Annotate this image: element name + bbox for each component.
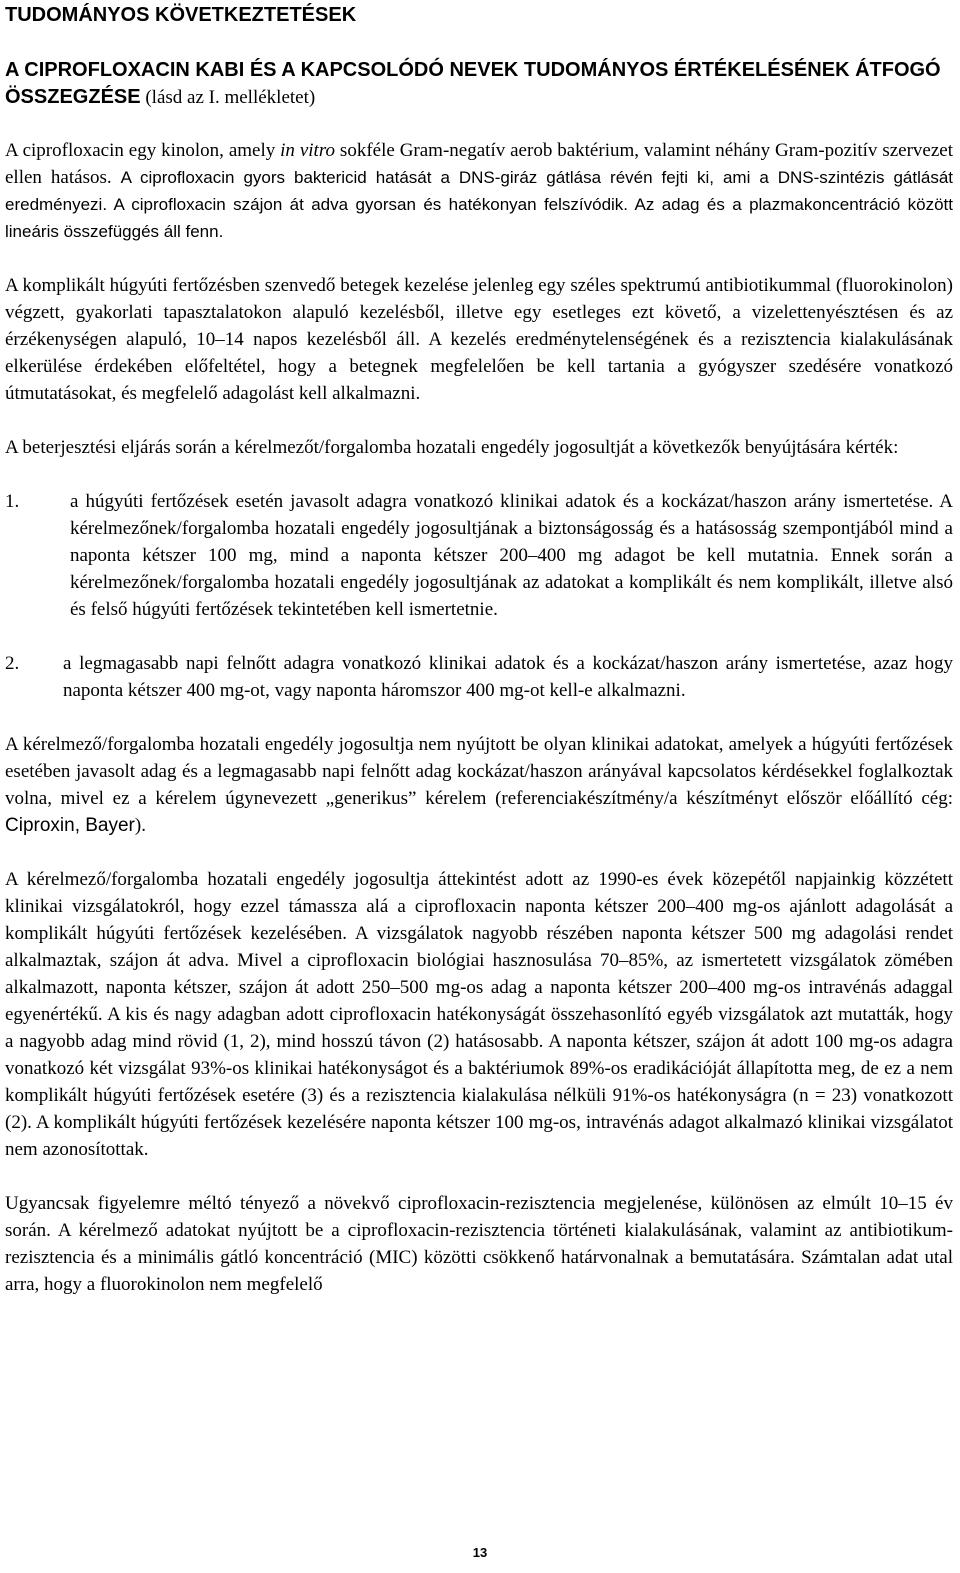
paragraph-request: A beterjesztési eljárás során a kérelmezőt/forgalomba hozatali engedély jogosultját a következők benyújtására kérték: <box>5 437 899 458</box>
paragraph-intro-part-b: sokféle Gram-negatív aerob baktérium, valamint néhány Gram-pozitív szervezet ellen hatásos. <box>5 140 953 188</box>
paragraph-generic-part-a: A kérelmező/forgalomba hozatali engedély jogosultja nem nyújtott be olyan klinikai adatokat, amelyek a húgyúti fertőzések esetében javasolt adag és a legmagasabb napi felnőtt adag kockázat/haszon arányával kapcsolatos kérdésekkel foglalkoztak volna, mivel ez a kérelem úgynevezett „generikus” kérelem (referenciakészítmény/a készítményt először előállító cég: <box>5 734 953 809</box>
paragraph-intro-italic: in vitro <box>280 140 336 161</box>
list-item-text: a legmagasabb napi felnőtt adagra vonatkozó klinikai adatok és a kockázat/haszon arány ismertetése, azaz hogy naponta kétszer 400 mg-ot, vagy naponta háromszor 400 mg-ot kell-e alkalmazni. <box>63 653 953 701</box>
list-item-number: 2. <box>5 653 20 674</box>
document-page <box>5 0 953 1298</box>
paragraph-resistance: Ugyancsak figyelemre méltó tényező a növekvő ciprofloxacin-rezisztencia megjelenése, különösen az elmúlt 10–15 év során. A kérelmező adatokat nyújtott be a ciprofloxacin-rezisztencia történeti kialakulásának, valamint az antibiotikum-rezisztencia és a minimális gátló koncentráció (MIC) közötti csökkenő határvonalnak a bemutatására. Számtalan adat utal arra, hogy a fluorokinolon nem megfelelő <box>5 1193 953 1295</box>
request-list <box>5 488 953 704</box>
paragraph-generic-part-b: ). <box>134 815 146 836</box>
list-item <box>5 488 953 623</box>
list-item <box>5 650 953 704</box>
page-title: TUDOMÁNYOS KÖVETKEZTETÉSEK <box>5 4 357 26</box>
paragraph-intro <box>5 137 953 245</box>
list-item-number: 1. <box>5 491 20 512</box>
paragraph-intro-part-a: A ciprofloxacin egy kinolon, amely <box>5 140 281 161</box>
paragraph-studies: A kérelmező/forgalomba hozatali engedély jogosultja áttekintést adott az 1990-es évek közepétől napjainkig közzétett klinikai vizsgálatokról, hogy ezzel támassza alá a ciprofloxacin naponta kétszer 200–400 mg-os ajánlott adagolását a komplikált húgyúti fertőzések kezelésében. A vizsgálatok nagyobb részében naponta kétszer 500 mg adagolási rendet alkalmaztak, szájon át adva. Mivel a ciprofloxacin biológiai hasznosulása 70–85%, az ismertetett vizsgálatok zömében alkalmazott, naponta kétszer, szájon át adott 250–500 mg-os adag a naponta kétszer 200–400 mg-os intravénás adaggal egyenértékű. A kis és nagy adagban adott ciprofloxacin hatékonyságát összehasonlító egyéb vizsgálatok azt mutatták, hogy a nagyobb adag mind rövid (1, 2), mind hosszú távon (2) hatásosabb. A naponta kétszer, szájon át adott 100 mg-os adagra vonatkozó két vizsgálat 93%-os klinikai hatékonyságot és a baktériumok 89%-os eradikációját állapította meg, de ez a nem komplikált húgyúti fertőzések esetére (3) és a rezisztencia kialakulása nélküli 91%-os hatékonyságra (n = 23) vonatkozott (2). A komplikált húgyúti fertőzések kezelésére naponta kétszer 100 mg-os, intravénás adagot alkalmazó klinikai vizsgálatot nem azonosítottak. <box>5 869 953 1160</box>
page-number: 13 <box>472 1545 488 1560</box>
section-subtitle <box>5 57 953 111</box>
paragraph-treatment: A komplikált húgyúti fertőzésben szenvedő betegek kezelése jelenleg egy széles spektrumú antibiotikummal (fluorokinolon) végzett, gyakorlati tapasztalatokon alapuló kezelésből, illetve egy esetleges ezt követő, a vizelettenyésztésen és az érzékenységen alapuló, 10–14 napos kezelésből áll. A kezelés eredménytelenségének és a rezisztencia kialakulásának elkerülése érdekében előfeltétel, hogy a betegnek megfelelően be kell tartania a gyógyszer szedésére vonatkozó útmutatásokat, és megfelelő adagolást kell alkalmazni. <box>5 275 953 404</box>
paragraph-generic <box>5 731 953 839</box>
paragraph-generic-reference: Ciproxin, Bayer <box>5 815 135 836</box>
paragraph-intro-part-c: A ciprofloxacin gyors baktericid hatását a DNS-giráz gátlása révén fejti ki, ami a DNS-szintézis gátlását eredményezi. A ciprofloxacin szájon át adva gyorsan és hatékonyan felszívódik. Az adag és a plazmakoncentráció között lineáris összefüggés áll fenn. <box>5 168 953 241</box>
list-item-text: a húgyúti fertőzések esetén javasolt adagra vonatkozó klinikai adatok és a kockázat/haszon arány ismertetése. A kérelmezőnek/forgalomba hozatali engedély jogosultjának a biztonságosság és a hatásosság szempontjából mind a naponta kétszer 100 mg, mind a naponta kétszer 200–400 mg adagot be kell mutatnia. Ennek során a kérelmezőnek/forgalomba hozatali engedély jogosultjának az adatokat a komplikált és nem komplikált, illetve alsó és felső húgyúti fertőzések tekintetében kell ismertetnie. <box>70 491 953 620</box>
subtitle-reference: (lásd az I. mellékletet) <box>140 87 316 108</box>
subtitle-bold: A CIPROFLOXACIN KABI ÉS A KAPCSOLÓDÓ NEVEK TUDOMÁNYOS ÉRTÉKELÉSÉNEK ÁTFOGÓ ÖSSZEGZÉSE <box>5 59 941 108</box>
